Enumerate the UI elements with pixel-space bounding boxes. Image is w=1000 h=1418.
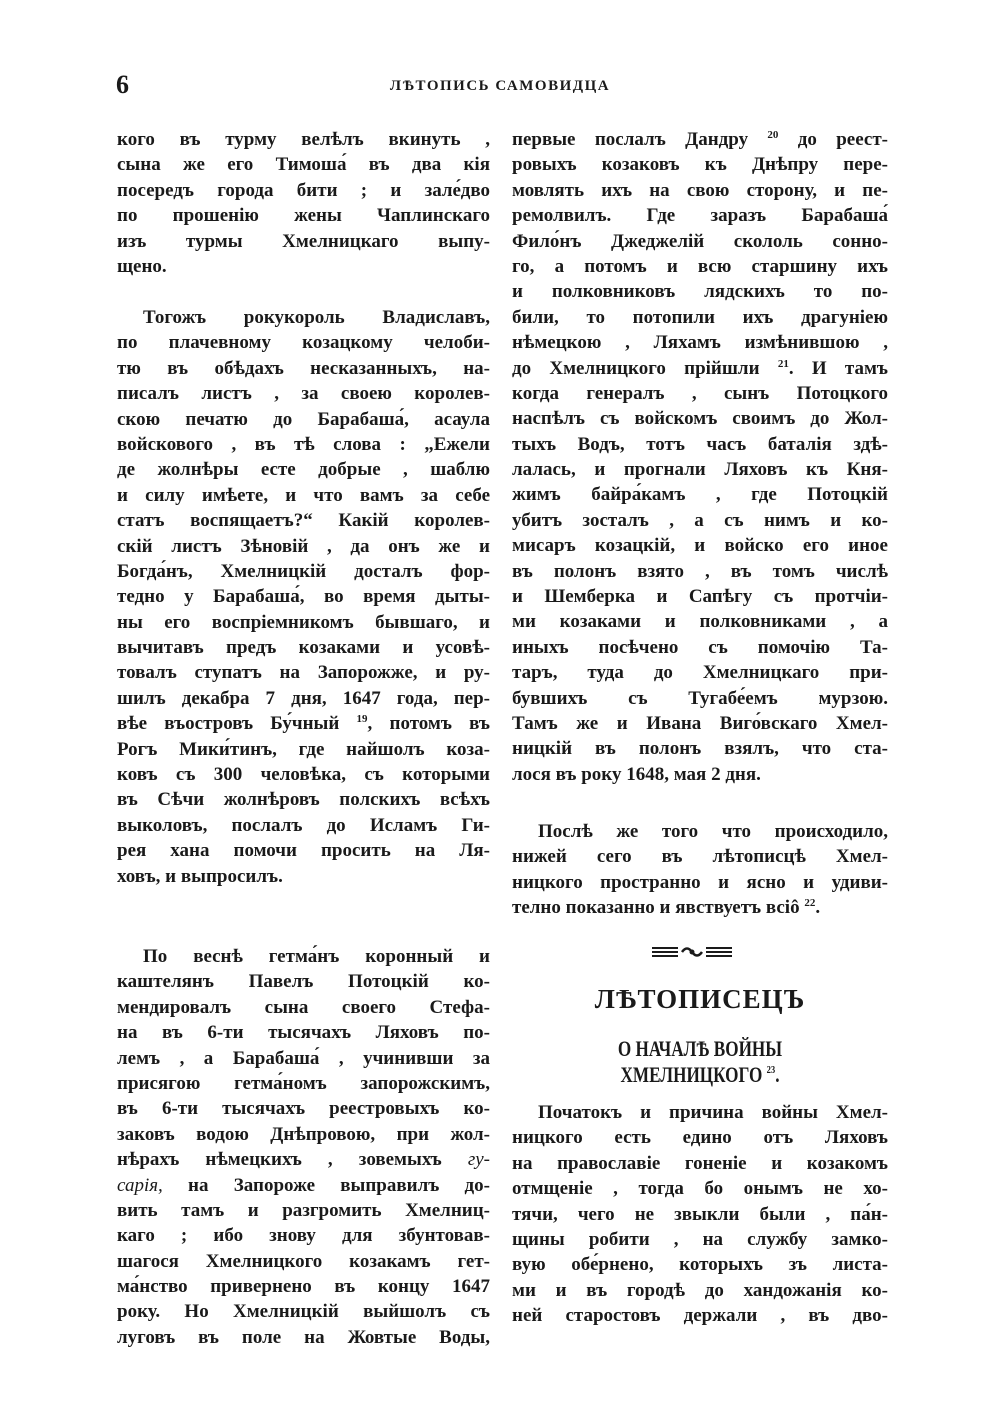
text-line: скою печатю до Барабаша́, асаула	[117, 408, 490, 430]
text-line: вить тамъ и разгромить Хмелниц-	[117, 1199, 490, 1221]
italic-term: гу-	[467, 1149, 490, 1171]
paragraph	[117, 305, 490, 889]
text-line: мовлять ихъ на свою сторону, и пе-	[512, 179, 888, 201]
text-segment: . И тамъ	[788, 357, 888, 379]
text-line	[117, 1147, 490, 1172]
text-line: го, а потомъ и всю старшину ихъ	[512, 255, 888, 277]
text-line: писалъ листъ , за своею королев-	[117, 383, 490, 405]
text-line: ковъ съ 300 человѣка, съ которыми	[117, 764, 490, 786]
paragraph	[117, 944, 490, 1350]
text-line: тедно у Барабаша́, во время дыты-	[117, 586, 490, 608]
text-line: въ 6-ти тысячахъ реестровыхъ ко-	[117, 1098, 490, 1120]
text-line: изъ турмы Хмелницкаго выпу-	[117, 230, 490, 252]
text-line: наспѣлъ съ войскомъ своимъ до Жол-	[512, 408, 888, 430]
text-line: били, то потопили ихъ драгуніею	[512, 306, 888, 328]
text-line: присягою гетма́номъ запорожскимъ,	[117, 1072, 490, 1094]
ornament-divider-icon	[652, 944, 732, 960]
text-line: и Шемберка и Сапѣгу съ протчіи-	[512, 586, 888, 608]
text-line	[512, 356, 888, 381]
text-line: щины робити , на службу замко-	[512, 1228, 888, 1250]
footnote-ref: 19	[356, 713, 368, 726]
footnote-ref: 20	[767, 129, 779, 141]
text-line: року. Но Хмелницкій выйшолъ съ	[117, 1301, 490, 1323]
text-line: Рогъ Мики́тинъ, где найшолъ коза-	[117, 738, 490, 760]
text-line: Фило́нъ Джеджелій скололь сонно-	[512, 230, 888, 252]
text-line: мисаръ козацкій, и войско его иное	[512, 535, 888, 557]
text-line: ницкого пространно и ясно и удиви-	[512, 871, 888, 893]
text-line: убитъ зосталъ , а съ нимъ и ко-	[512, 509, 888, 531]
text-segment: телно показанно и явствуетъ всіô	[512, 897, 805, 919]
paragraph	[512, 127, 888, 787]
text-line: вую обе́рнено, которыхъ зъ листа-	[512, 1254, 888, 1276]
text-line: ма́нство привернено въ концу 1647	[117, 1276, 490, 1298]
text-line: и силу имѣете, и что вамъ за себе	[117, 484, 490, 506]
text-line	[512, 895, 888, 920]
text-line: заковъ водою Днѣпровою, при жол-	[117, 1123, 490, 1145]
text-line: ровыхъ козаковъ къ Днѣпру пере-	[512, 154, 888, 176]
text-line: на православіе гоненіе и козакомъ	[512, 1152, 888, 1174]
text-line: товалъ ступатъ на Запорожже, и ру-	[117, 662, 490, 684]
italic-term: сарія,	[117, 1174, 163, 1196]
text-line: посередъ города бити ; и зале́дво	[117, 179, 490, 201]
text-line: въ Сѣчи жолнѣровъ полскихъ всѣхъ	[117, 789, 490, 811]
text-line: ней старостовъ держали , въ дво-	[512, 1305, 888, 1327]
text-line: ницкого есть едино отъ Ляховъ	[512, 1127, 888, 1149]
text-line: каго ; ибо знову для збунтовав-	[117, 1225, 490, 1247]
paragraph	[512, 819, 888, 921]
page-number: 6	[116, 70, 129, 99]
text-line: по плачевному козацкому челоби-	[117, 332, 490, 354]
text-line	[117, 1173, 490, 1198]
subtitle-period: .	[775, 1062, 780, 1087]
text-line: Тогожъ рокукороль Владиславъ,	[143, 307, 490, 328]
subtitle-text: О НАЧАЛѢ ВОЙНЫ ХМЕЛНИЦКОГО	[617, 1036, 783, 1087]
text-line: и полковниковъ лядскихъ то по-	[512, 281, 888, 303]
paragraph	[117, 127, 490, 279]
text-line: нижей сего въ лѣтописцѣ Хмел-	[512, 846, 888, 868]
text-line: шагося Хмелницкого козакамъ гет-	[117, 1250, 490, 1272]
text-line: Тамъ же и Ивана Виго́вскаго Хмел-	[512, 712, 888, 734]
footnote-ref: 23	[766, 1064, 776, 1076]
text-line: бувшихъ съ Тугабе́емъ мурзою.	[512, 687, 888, 709]
text-line: нѣмецкою , Ляхамъ измѣнившою ,	[512, 332, 888, 354]
text-line: войскового , въ тѣ слова : „Ежели	[117, 433, 490, 455]
running-title: ЛѢТОПИСЬ САМОВИДЦА	[389, 78, 611, 94]
text-line: Початокъ и причина войны Хмел-	[538, 1102, 888, 1123]
text-line: ремолвилъ. Где заразъ Барабаша́	[512, 205, 888, 227]
text-line: тю въ обѣдахъ несказанныхъ, на-	[117, 357, 490, 379]
text-segment: , потомъ въ	[367, 713, 490, 735]
text-segment: на Запороже выправилъ до-	[162, 1174, 490, 1196]
text-line	[117, 711, 490, 736]
text-line: скій листъ Зѣновій , да онъ же и	[117, 535, 490, 557]
text-line	[512, 127, 888, 152]
paragraph	[512, 1100, 888, 1329]
text-line: де жолнѣры есте добрые , шаблю	[117, 459, 490, 481]
text-line: на въ 6-ти тысячахъ Ляховъ по-	[117, 1022, 490, 1044]
text-segment: .	[815, 897, 821, 919]
text-line: Послѣ же того что происходило,	[538, 821, 888, 842]
text-segment: вѣе въостровъ Бу́чный	[117, 713, 357, 735]
text-line: лемъ , а Барабаша́ , учинивши за	[117, 1047, 490, 1069]
text-segment: первые послалъ Дандру	[512, 129, 768, 150]
text-line: когда генералъ , сынъ Потоцкого	[512, 382, 888, 404]
text-line: Богда́нъ, Хмелницкій досталъ фор-	[117, 560, 490, 582]
text-line: выколовъ, послалъ до Исламъ Ги-	[117, 814, 490, 836]
text-line: лалась, и прогнали Ляховъ къ Кня-	[512, 459, 888, 481]
text-segment: до Хмелницкого прійшли	[512, 357, 778, 379]
text-line: вычитавъ предъ козаками и усовѣ-	[117, 637, 490, 659]
text-line: По веснѣ гетма́нъ коронный и	[143, 946, 490, 967]
text-line: тячи, чего не звыкли были , па́н-	[512, 1203, 888, 1225]
text-line: по прошенію жены Чаплинскаго	[117, 205, 490, 227]
text-line: луговъ въ поле на Жовтые Воды,	[117, 1326, 490, 1348]
text-line: тыхъ Водъ, тотъ часъ баталія здѣ-	[512, 433, 888, 455]
footnote-ref: 22	[804, 897, 816, 910]
text-line: шилъ декабра 7 дня, 1647 года, пер-	[117, 687, 490, 709]
text-line: ховъ, и выпросилъ.	[117, 865, 283, 887]
text-line: кого въ турму велѣлъ вкинуть ,	[117, 129, 490, 150]
footnote-ref: 21	[777, 357, 789, 370]
text-line: сына же его Тимоша́ въ два кія	[117, 154, 490, 176]
text-line: ми и въ городѣ до хандожанія ко-	[512, 1279, 888, 1301]
text-line: мендировалъ сына своего Стефа-	[117, 996, 490, 1018]
text-line: таръ, туда до Хмелницкаго при-	[512, 662, 888, 684]
text-line: ми козаками и полковниками , а	[512, 611, 888, 633]
text-line: рея хана помочи просить на Ля-	[117, 840, 490, 862]
text-segment: нѣрахъ нѣмецкихъ , зовемыхъ	[117, 1149, 468, 1171]
text-line: отмщеніе , тогда бо онымъ не хо-	[512, 1178, 888, 1200]
text-line: лося въ року 1648, мая 2 дня.	[512, 763, 761, 785]
text-line: щено.	[117, 255, 167, 277]
text-line: въ полонъ взято , въ томъ числѣ	[512, 560, 888, 582]
section-title: ЛѢТОПИСЕЦЪ	[594, 984, 806, 1014]
section-subtitle	[553, 1036, 846, 1088]
text-line: статъ воспящаетъ?“ Какій королев-	[117, 510, 490, 532]
text-line: иныхъ посѣчено съ помочію Та-	[512, 636, 888, 658]
text-segment: до реест-	[778, 129, 888, 150]
text-line: ницкій въ полонъ взялъ, что ста-	[512, 738, 888, 760]
text-line: ны его воспріемникомъ бывшаго, и	[117, 611, 490, 633]
text-line: жимъ байра́камъ , где Потоцкій	[512, 484, 888, 506]
text-line: каштелянъ Павелъ Потоцкій ко-	[117, 971, 490, 993]
